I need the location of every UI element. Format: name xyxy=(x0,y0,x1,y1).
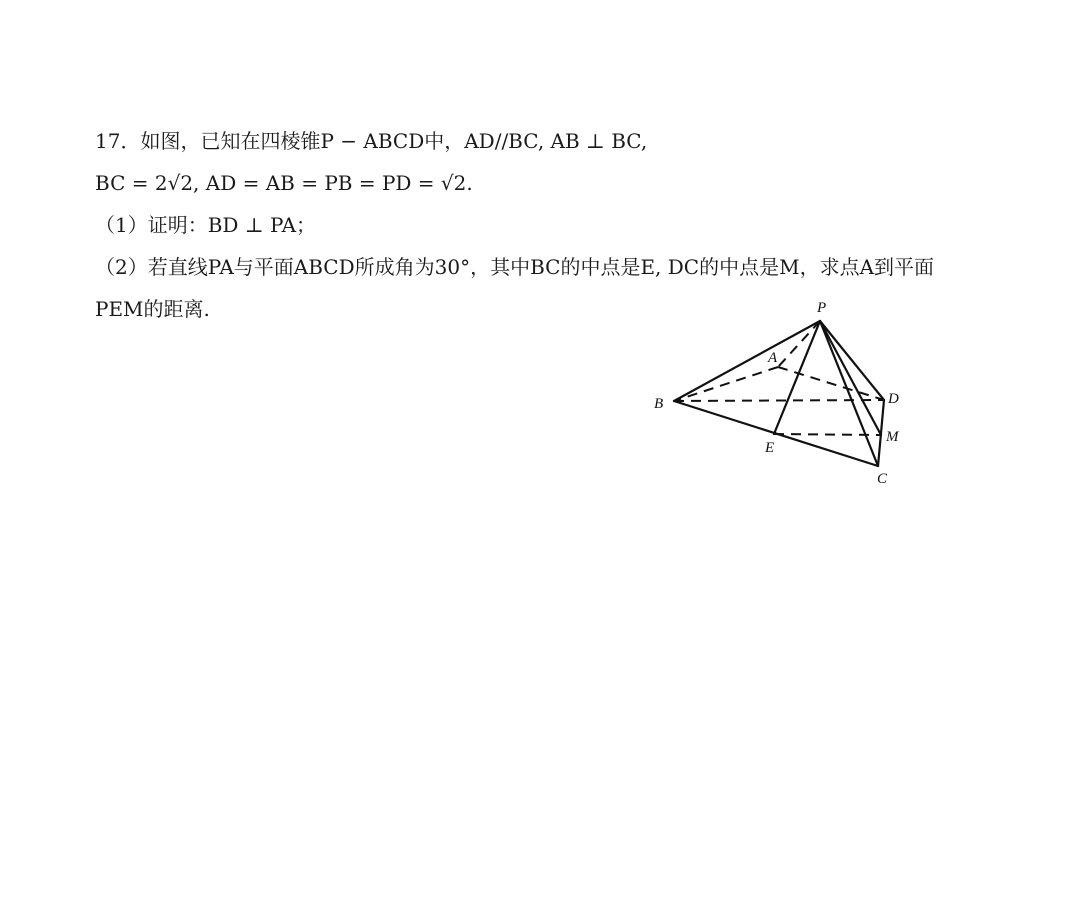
edge-PB xyxy=(674,321,820,401)
label-P: P xyxy=(817,300,827,316)
edge-PC xyxy=(820,321,878,466)
question-part-2-continued: PEM的距离. xyxy=(95,297,210,321)
pyramid-diagram xyxy=(640,290,920,490)
edge-BC xyxy=(674,401,878,466)
question-part-1: （1）证明：BD ⊥ PA； xyxy=(95,213,317,237)
problem-statement-line-1: 17．如图，已知在四棱锥P − ABCD中，AD//BC, AB ⊥ BC, xyxy=(95,129,648,153)
label-A: A xyxy=(768,350,778,366)
segment-PM xyxy=(820,321,881,435)
edge-PA xyxy=(778,321,820,367)
label-B: B xyxy=(654,396,664,412)
label-D: D xyxy=(888,391,899,407)
question-part-2: （2）若直线PA与平面ABCD所成角为30°，其中BC的中点是E, DC的中点是M，求点A到平面 xyxy=(95,255,935,279)
problem-statement-line-2: BC = 2√2, AD = AB = PB = PD = √2. xyxy=(95,171,473,195)
edge-PD xyxy=(820,321,884,400)
label-C: C xyxy=(877,471,888,487)
pyramid-figure xyxy=(640,290,920,490)
label-E: E xyxy=(765,440,775,456)
label-M: M xyxy=(886,429,899,445)
